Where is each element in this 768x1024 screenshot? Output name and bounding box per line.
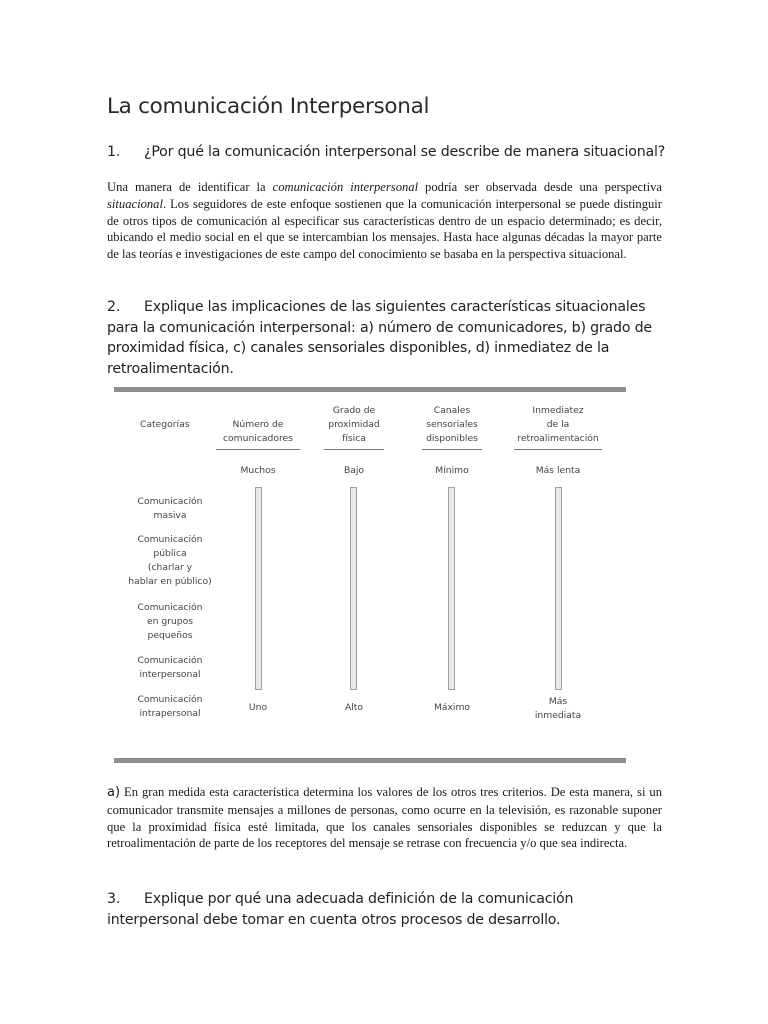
column-bottom-value: Uno xyxy=(248,702,268,713)
row-label-line: pequeños xyxy=(147,630,193,641)
row-label-line: interpersonal xyxy=(139,669,201,680)
row-label-line: Comunicación xyxy=(137,496,203,507)
column-header-line: comunicadores xyxy=(223,433,293,444)
question-1-text: ¿Por qué la comunicación interpersonal se describe de manera situacional? xyxy=(144,144,666,160)
column-bottom-value: Alto xyxy=(344,702,364,713)
column-header-underline xyxy=(324,449,384,450)
column-top-value: Mínimo xyxy=(435,465,469,476)
row-label-line: en grupos xyxy=(146,616,194,627)
row-label-line: hablar en público) xyxy=(128,576,212,587)
row-label-line: Comunicación xyxy=(137,534,203,545)
scale-bar xyxy=(255,487,262,690)
row-label-masiva xyxy=(127,495,213,523)
row-label-line: Comunicación xyxy=(137,655,203,666)
column-header-canales xyxy=(407,404,497,446)
figure-top-rule xyxy=(114,387,626,392)
column-header-line: Número de xyxy=(232,419,284,430)
column-header-line: proximidad xyxy=(328,419,380,430)
categories-header: Categorías xyxy=(140,419,190,430)
answer-2-lead: a) xyxy=(107,785,121,800)
row-label-line: Comunicación xyxy=(137,694,203,705)
question-3 xyxy=(107,889,652,930)
row-label-intrapersonal xyxy=(127,693,213,721)
column-top-value: Más lenta xyxy=(535,465,581,476)
row-label-grupos xyxy=(127,601,213,643)
column-header-underline xyxy=(216,449,300,450)
column-bottom-line: Más xyxy=(548,696,568,707)
column-header-line: retroalimentación xyxy=(517,433,599,444)
column-header-underline xyxy=(514,449,602,450)
question-1-number: 1. xyxy=(107,144,121,160)
answer-1-emphasis-1: comunicación interpersonal xyxy=(272,180,419,194)
answer-2-text: En gran medida esta característica determina los valores de los otros tres criterios. De esta manera, si un comunicador transmite mensajes a millones de personas, como ocurre en la televisión, es razonable suponer que la proximidad física esté limitada, que los canales sensoriales disponibles se reduzcan y que la retroalimentación de parte de los receptores del mensaje se retrase con frecuencia y/o que sea indirecta. xyxy=(107,785,662,851)
row-label-publica xyxy=(127,533,213,589)
answer-2-paragraph xyxy=(107,784,662,852)
column-bottom-value: Máximo xyxy=(433,702,471,713)
column-header-underline xyxy=(422,449,482,450)
column-header-line: Grado de xyxy=(332,405,376,416)
column-header-comunicadores xyxy=(211,418,305,446)
column-top-value: Bajo xyxy=(343,465,365,476)
answer-1-paragraph xyxy=(107,179,662,263)
column-bottom-line: inmediata xyxy=(534,710,582,721)
column-bottom-value xyxy=(508,695,608,723)
column-header-line: Canales xyxy=(433,405,471,416)
answer-1-text-b: podría ser observada desde una perspectiva xyxy=(418,180,663,194)
question-3-number: 3. xyxy=(107,891,121,907)
question-2-number: 2. xyxy=(107,299,121,315)
column-header-proximidad xyxy=(309,404,399,446)
column-header-line: Inmediatez xyxy=(532,405,584,416)
column-header-line: sensoriales xyxy=(426,419,478,430)
answer-1-text-a: Una manera de identificar la xyxy=(107,180,273,194)
question-1 xyxy=(107,142,665,163)
row-label-line: intrapersonal xyxy=(139,708,201,719)
question-3-text: Explique por qué una adecuada definición de la comunicación interpersonal debe tomar en cuenta otros procesos de desarrollo. xyxy=(107,891,574,928)
row-label-line: masiva xyxy=(153,510,187,521)
row-label-line: Comunicación xyxy=(137,602,203,613)
row-label-line: pública xyxy=(153,548,187,559)
scale-bar xyxy=(350,487,357,690)
scale-bar xyxy=(555,487,562,690)
row-label-line: (charlar y xyxy=(147,562,193,573)
question-2-text: Explique las implicaciones de las siguientes características situacionales para la comunicación interpersonal: a) número de comunicadores, b) grado de proximidad física, c) canales sensoriales disponibles, d) inmediatez de la retroalimentación. xyxy=(107,299,652,377)
column-top-value: Muchos xyxy=(240,465,276,476)
column-header-inmediatez xyxy=(508,404,608,446)
column-header-line: disponibles xyxy=(426,433,478,444)
answer-1-emphasis-2: situacional xyxy=(107,196,163,211)
column-header-line: de la xyxy=(546,419,570,430)
answer-1-text-c: . Los seguidores de este enfoque sostienen que la comunicación interpersonal se puede distinguir de otros tipos de comunicación al especificar sus características dentro de un espacio determinado; es decir, ubicando el medio social en el que se intercambian los mensajes. Hasta hace algunas décadas la mayor parte de las teorías e investigaciones de este campo del conocimiento se basaba en la perspectiva situacional. xyxy=(107,196,662,262)
row-label-interpersonal xyxy=(127,654,213,682)
column-header-line: física xyxy=(342,433,366,444)
question-2 xyxy=(107,297,652,379)
figure-bottom-rule xyxy=(114,758,626,763)
scale-bar xyxy=(448,487,455,690)
page-title: La comunicación Interpersonal xyxy=(107,94,430,119)
situational-characteristics-figure xyxy=(114,387,626,767)
